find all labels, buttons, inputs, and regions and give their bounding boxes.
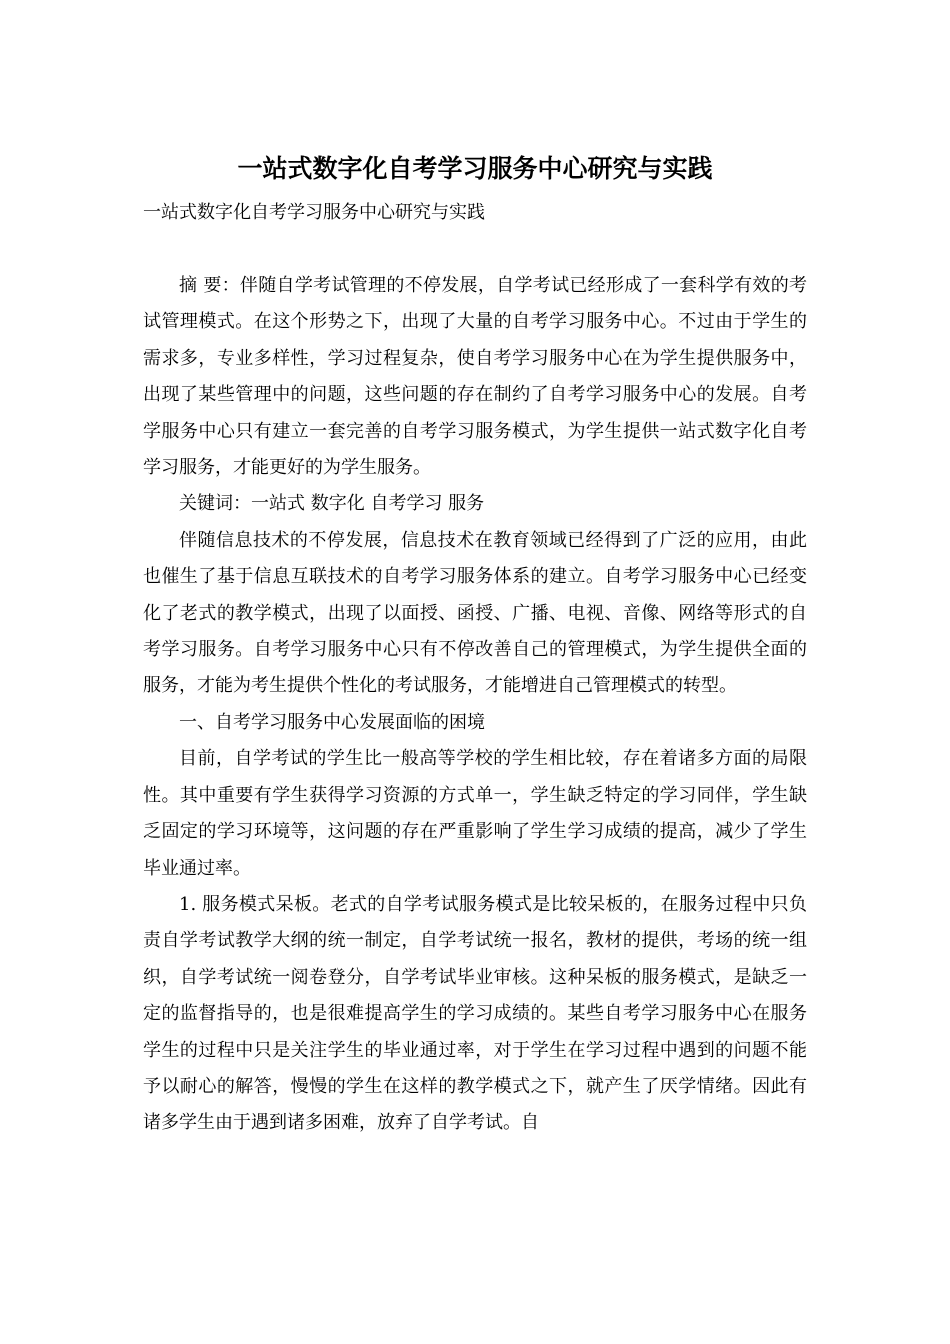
section-heading: 一、自考学习服务中心发展面临的困境 [179, 711, 485, 733]
abstract-paragraph: 摘 要：伴随自学考试管理的不停发展，自学考试已经形成了一套科学有效的考试管理模式。在这个形势之下，出现了大量的自考学习服务中心。不过由于学生的需求多，专业多样性，学习过程复杂，使自考学习服务中心在为学生提供服务中，出现了某些管理中的问题，这些问题的存在制约了自考学习服务中心的发展。自考学服务中心只有建立一套完善的自考学习服务模式，为学生提供一站式数字化自考学习服务，才能更好的为学生服务。 [143, 275, 807, 479]
document-body [143, 268, 807, 1142]
document-title: 一站式数字化自考学习服务中心研究与实践 [237, 154, 713, 183]
body-paragraph: 目前，自学考试的学生比一般高等学校的学生相比较，存在着诸多方面的局限性。其中重要有学生获得学习资源的方式单一，学生缺乏特定的学习同伴，学生缺乏固定的学习环境等，这问题的存在严重影响了学生学习成绩的提高，减少了学生毕业通过率。 [143, 748, 807, 879]
body-paragraph: 1. 服务模式呆板。老式的自学考试服务模式是比较呆板的，在服务过程中只负责自学考试教学大纲的统一制定，自学考试统一报名，教材的提供，考场的统一组织，自学考试统一阅卷登分，自学考试毕业审核。这种呆板的服务模式，是缺乏一定的监督指导的，也是很难提高学生的学习成绩的。某些自考学习服务中心在服务学生的过程中只是关注学生的毕业通过率，对于学生在学习过程中遇到的问题不能予以耐心的解答，慢慢的学生在这样的教学模式之下，就产生了厌学情绪。因此有诸多学生由于遇到诸多困难，放弃了自学考试。自 [143, 893, 807, 1134]
keywords-paragraph: 关键词：一站式 数字化 自考学习 服务 [179, 493, 485, 515]
document-subtitle: 一站式数字化自考学习服务中心研究与实践 [143, 202, 485, 223]
intro-paragraph: 伴随信息技术的不停发展，信息技术在教育领域已经得到了广泛的应用，由此也催生了基于信息互联技术的自考学习服务体系的建立。自考学习服务中心已经变化了老式的教学模式，出现了以面授、函授、广播、电视、音像、网络等形式的自考学习服务。自考学习服务中心只有不停改善自己的管理模式，为学生提供全面的服务，才能为考生提供个性化的考试服务，才能增进自己管理模式的转型。 [143, 529, 807, 697]
